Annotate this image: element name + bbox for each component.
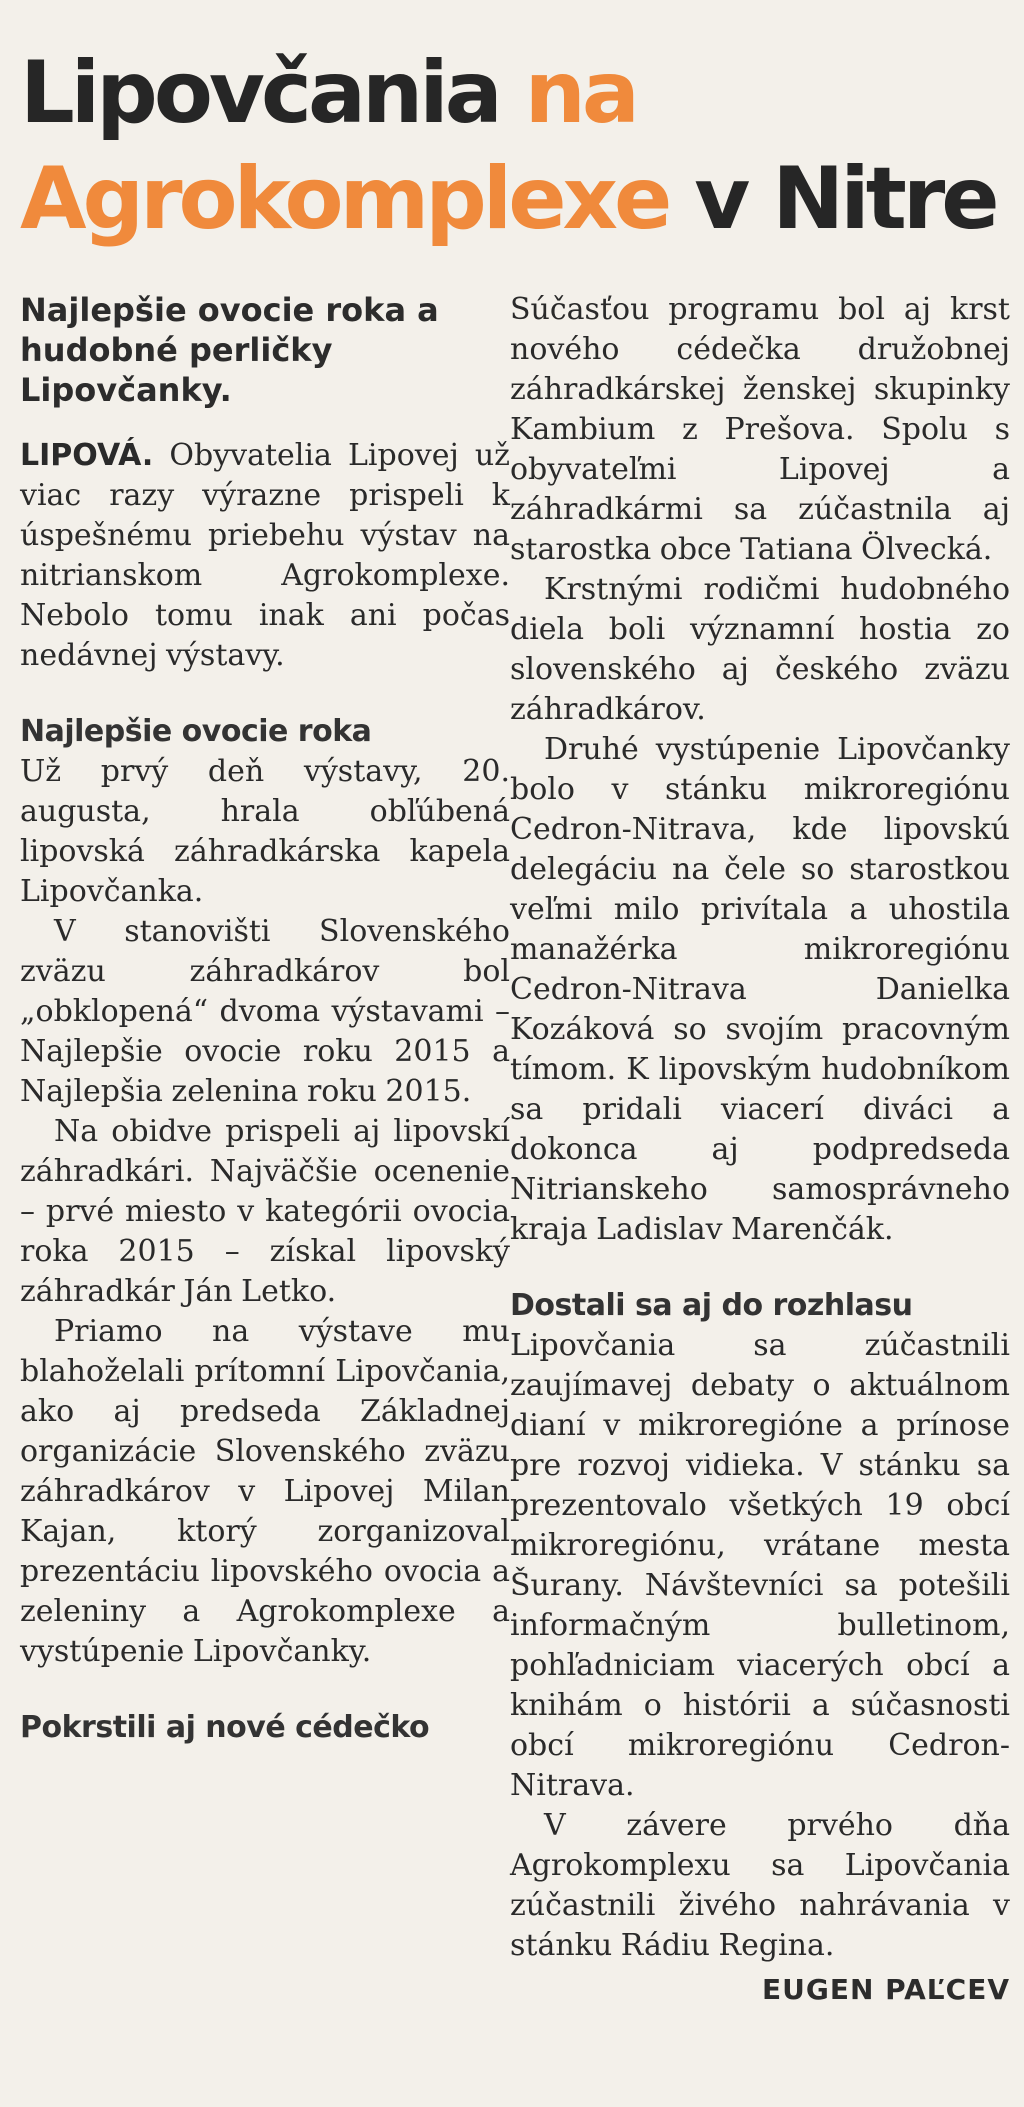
- section2-paragraph-1: Súčasťou programu bol aj krst nového cédečka družobnej záhradkárskej ženskej skupinky Kambium z Prešova. Spolu s obyvateľmi Lipovej a záhradkármi sa zúčastnila aj starostka obce Tatiana Ölvecká.: [510, 292, 1010, 567]
- left-column: [20, 290, 510, 1748]
- lead-paragraph: Najlepšie ovocie roka a hudobné perličky Lipovčanky.: [20, 291, 439, 409]
- section1-paragraph-2: V stanovišti Slovenského zväzu záhradkárov bol „obklopená“ dvoma výstavami – Najlepšie ovocie roku 2015 a Najlepšia zelenina roku 2015.: [20, 914, 510, 1109]
- headline-accent: na Agrokomplexe: [20, 43, 669, 249]
- headline-part3: v Nitre: [668, 149, 996, 249]
- section3-heading: Dostali sa aj do rozhlasu: [510, 1288, 913, 1323]
- section1-paragraph-1: Už prvý deň výstavy, 20. augusta, hrala obľúbená lipovská záhradkárska kapela Lipovčanka.: [20, 754, 510, 909]
- section3-paragraph-1: Lipovčania sa zúčastnili zaujímavej debaty o aktuálnom dianí v mikroregióne a prínose pre rozvoj vidieka. V stánku sa prezentovalo všetkých 19 obcí mikroregiónu, vrátane mesta Šurany. Návštevníci sa potešili informačným bulletinom, pohľadniciam viacerých obcí a knihám o histórii a súčasnosti obcí mikroregiónu Cedron-Nitrava.: [510, 1328, 1010, 1803]
- headline: [20, 40, 1010, 252]
- right-column: [510, 290, 1010, 2010]
- section1-heading: Najlepšie ovocie roka: [20, 714, 372, 749]
- section2-heading: Pokrstili aj nové cédečko: [20, 1710, 430, 1745]
- section1-paragraph-3: Na obidve prispeli aj lipovskí záhradkári. Najväčšie ocenenie – prvé miesto v kategórii ovocia roka 2015 – získal lipovský záhradkár Ján Letko.: [20, 1114, 510, 1309]
- dateline: LIPOVÁ.: [20, 438, 154, 473]
- section2-paragraph-3: Druhé vystúpenie Lipovčanky bolo v stánku mikroregiónu Cedron-Nitrava, kde lipovskú delegáciu na čele so starostkou veľmi milo privítala a uhostila manažérka mikroregiónu Cedron-Nitrava Danielka Kozáková so svojím pracovným tímom. K lipovským hudobníkom sa pridali viacerí diváci a dokonca aj podpredseda Nitrianskeho samosprávneho kraja Ladislav Marenčák.: [510, 732, 1010, 1247]
- section2-paragraph-2: Krstnými rodičmi hudobného diela boli významní hostia zo slovenského aj českého zväzu záhradkárov.: [510, 572, 1010, 727]
- intro-paragraph: [20, 436, 510, 676]
- author-byline: EUGEN PAĽCEV: [762, 1973, 1010, 2006]
- section1-paragraph-4: Priamo na výstave mu blahoželali prítomní Lipovčania, ako aj predseda Základnej organizácie Slovenského zväzu záhradkárov v Lipovej Milan Kajan, ktorý zorganizoval prezentáciu lipovského ovocia a zeleniny a Agrokomplexe a vystúpenie Lipovčanky.: [20, 1314, 510, 1669]
- intro-text: Obyvatelia Lipovej už viac razy výrazne prispeli k úspešnému priebehu výstav na nitrianskom Agrokomplexe. Nebolo tomu inak ani počas nedávnej výstavy.: [20, 438, 510, 673]
- section3-paragraph-2: V závere prvého dňa Agrokomplexu sa Lipovčania zúčastnili živého nahrávania v stánku Rádiu Regina.: [510, 1808, 1010, 1963]
- headline-part1: Lipovčania: [20, 43, 525, 143]
